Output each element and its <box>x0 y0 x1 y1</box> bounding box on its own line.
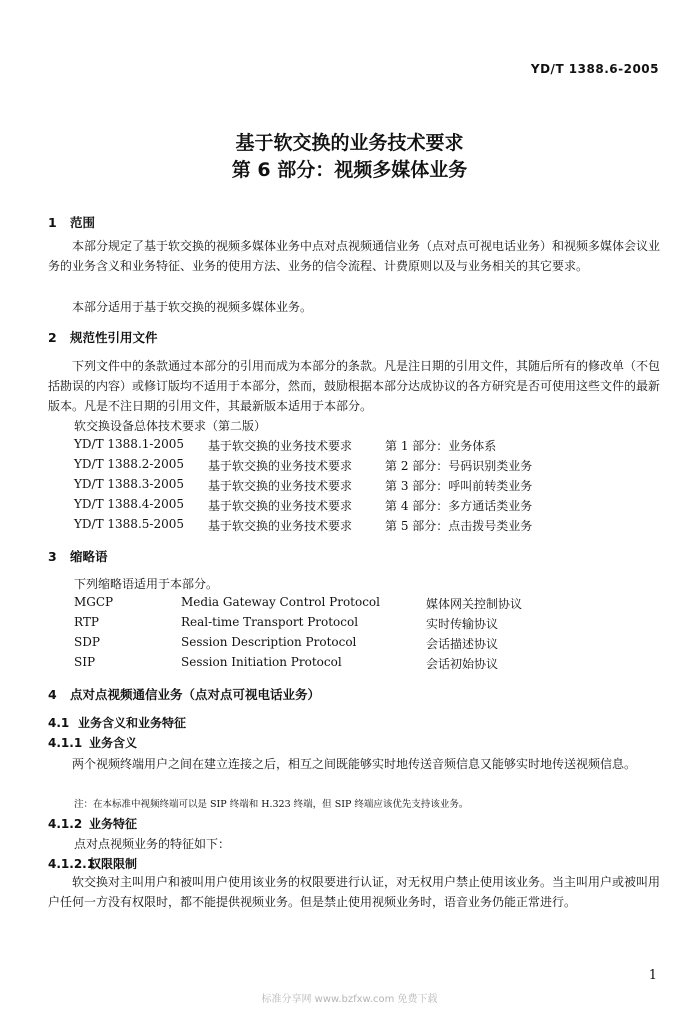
reference-code: YD/T 1388.2-2005 <box>74 457 184 471</box>
document-subtitle: 第 6 部分：视频多媒体业务 <box>231 159 468 181</box>
reference-title: 基于软交换的业务技术要求 <box>208 479 353 493</box>
reference-title: 基于软交换的业务技术要求 <box>208 439 353 453</box>
section-number: 3 <box>48 549 57 564</box>
section-number: 4.1.2.1 <box>48 857 96 871</box>
section-1-heading <box>48 213 95 231</box>
abbreviation-english: Real-time Transport Protocol <box>181 615 359 629</box>
abbreviation: SDP <box>74 635 100 649</box>
section-title: 缩略语 <box>70 549 108 564</box>
paragraph-text: 两个视频终端用户之间在建立连接之后，相互之间既能够实时地传送音频信息又能够实时地传送视频信息。 <box>72 757 637 771</box>
watermark: 标准分享网 www.bzfxw.com 免费下载 <box>261 994 438 1005</box>
section-4-1-2-1-paragraph <box>48 872 660 912</box>
section-4-heading <box>48 685 320 703</box>
section-title: 权限限制 <box>89 857 138 871</box>
section-number: 4 <box>48 687 57 702</box>
reference-title: 基于软交换的业务技术要求 <box>208 499 353 513</box>
abbreviation-chinese: 会话描述协议 <box>426 637 499 651</box>
abbreviations-intro: 下列缩略语适用于本部分。 <box>74 577 219 591</box>
section-1-paragraph-2 <box>48 297 660 317</box>
abbreviation-chinese: 实时传输协议 <box>426 617 499 631</box>
section-2-paragraph-1 <box>48 356 660 416</box>
reference-code: YD/T 1388.4-2005 <box>74 497 184 511</box>
section-4-1-1-heading <box>48 734 137 751</box>
standard-code: YD/T 1388.6-2005 <box>530 62 659 76</box>
document-title: 基于软交换的业务技术要求 <box>235 132 464 154</box>
reference-part: 第 1 部分：业务体系 <box>385 439 497 453</box>
section-2-heading <box>48 328 158 346</box>
section-title: 业务特征 <box>89 817 138 831</box>
reference-part: 第 3 部分：呼叫前转类业务 <box>385 479 533 493</box>
paragraph-text: 软交换对主叫用户和被叫用户使用该业务的权限要进行认证，对无权用户禁止使用该业务。当主叫用户或被叫用户任何一方没有权限时，都不能提供视频业务。但是禁止使用视频业务时，语音业务仍能正常进行。 <box>48 875 661 909</box>
section-title: 点对点视频通信业务（点对点可视电话业务） <box>70 687 321 702</box>
abbreviation-chinese: 会话初始协议 <box>426 657 499 671</box>
reference-part: 第 2 部分：号码识别类业务 <box>385 459 533 473</box>
section-4-1-2-1-heading <box>48 855 137 872</box>
section-4-1-2-paragraph: 点对点视频业务的特征如下： <box>74 837 231 851</box>
abbreviation: RTP <box>74 615 99 629</box>
abbreviation-english: Media Gateway Control Protocol <box>181 595 380 609</box>
reference-part: 第 5 部分：点击拨号类业务 <box>385 519 533 533</box>
reference-title: 基于软交换的业务技术要求 <box>208 459 353 473</box>
section-title: 规范性引用文件 <box>70 330 158 345</box>
section-4-1-1-paragraph <box>48 754 660 774</box>
paragraph-text: 下列文件中的条款通过本部分的引用而成为本部分的条款。凡是注日期的引用文件，其随后所有的修改单（不包括勘误的内容）或修订版均不适用于本部分，然而，鼓励根据本部分达成协议的各方研究是否可使用这些文件的最新版本。凡是不注日期的引用文件，其最新版本适用于本部分。 <box>48 359 661 413</box>
section-number: 1 <box>48 215 57 230</box>
reference-part: 第 4 部分：多方通话类业务 <box>385 499 533 513</box>
section-4-1-heading <box>48 714 186 731</box>
note: 注：在本标准中视频终端可以是 SIP 终端和 H.323 终端，但 SIP 终端应该优先支持该业务。 <box>74 799 469 810</box>
reference-code: YD/T 1388.3-2005 <box>74 477 184 491</box>
section-title: 范围 <box>70 215 96 230</box>
section-number: 4.1.2 <box>48 817 83 831</box>
abbreviation-chinese: 媒体网关控制协议 <box>426 597 523 611</box>
paragraph-text: 本部分规定了基于软交换的视频多媒体业务中点对点视频通信业务（点对点可视电话业务）和视频多媒体会议业务的业务含义和业务特征、业务的使用方法、业务的信令流程、计费原则以及与业务相关的其它要求。 <box>48 239 661 273</box>
section-4-1-2-heading <box>48 815 137 832</box>
section-1-paragraph-1 <box>48 236 660 276</box>
abbreviation: SIP <box>74 655 96 669</box>
reference-code: YD/T 1388.5-2005 <box>74 517 184 531</box>
abbreviation-english: Session Initiation Protocol <box>181 655 342 669</box>
abbreviation-english: Session Description Protocol <box>181 635 357 649</box>
reference-code: YD/T 1388.1-2005 <box>74 437 184 451</box>
reference-general: 软交换设备总体技术要求（第二版） <box>74 419 267 433</box>
section-number: 4.1.1 <box>48 736 83 750</box>
paragraph-text: 本部分适用于基于软交换的视频多媒体业务。 <box>72 300 313 314</box>
abbreviation: MGCP <box>74 595 114 609</box>
section-title: 业务含义 <box>89 736 138 750</box>
page-number: 1 <box>648 968 657 983</box>
section-number: 2 <box>48 330 57 345</box>
section-number: 4.1 <box>48 716 70 730</box>
reference-title: 基于软交换的业务技术要求 <box>208 519 353 533</box>
section-title: 业务含义和业务特征 <box>78 716 187 730</box>
section-3-heading <box>48 547 108 565</box>
